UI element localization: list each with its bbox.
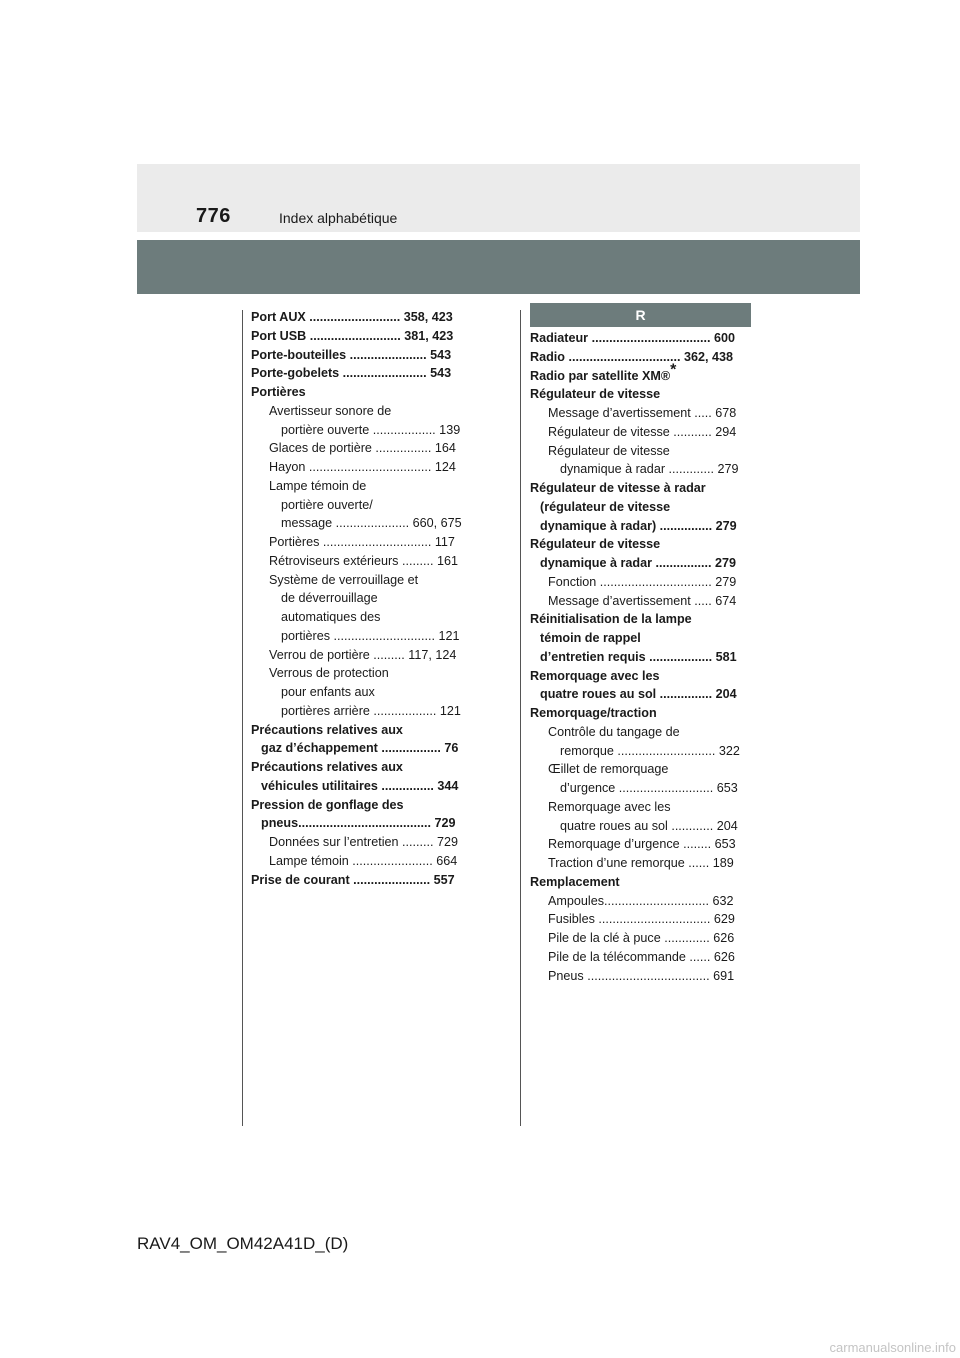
index-entry-text: Verrou de portière ......... 117, 124 xyxy=(269,647,457,662)
index-entry xyxy=(530,460,751,479)
index-entry xyxy=(530,629,751,648)
index-entry-text: dynamique à radar ................ 279 xyxy=(540,556,736,570)
index-entry xyxy=(251,308,473,327)
index-entry xyxy=(530,498,751,517)
index-entry-text: Remorquage/traction xyxy=(530,706,657,720)
index-entry-text: Prise de courant ...................... 557 xyxy=(251,872,455,887)
section-title: Index alphabétique xyxy=(279,210,398,226)
index-entry-text: Porte-bouteilles ...................... 543 xyxy=(251,347,452,362)
index-entry xyxy=(530,835,751,854)
index-entry-text: Portières ............................... 117 xyxy=(269,535,455,549)
index-entry-text: Régulateur de vitesse xyxy=(530,387,661,402)
index-entry xyxy=(530,648,751,667)
index-entry xyxy=(530,423,751,442)
index-entry-text: Remorquage avec les xyxy=(530,668,660,683)
index-entry-text: portières ............................. 121 xyxy=(281,628,460,643)
index-entry xyxy=(530,479,751,498)
index-entry-text: Précautions relatives aux xyxy=(251,722,403,737)
index-entry-text: pour enfants aux xyxy=(281,685,375,699)
index-entry-text: Radiateur .................................. 600 xyxy=(530,331,736,345)
index-entry-text: Radio par satellite XM® xyxy=(530,368,671,383)
index-entry-text: de déverrouillage xyxy=(281,591,378,606)
index-entry xyxy=(530,742,751,761)
index-entry xyxy=(251,777,473,796)
index-entry xyxy=(251,533,473,552)
index-entry xyxy=(530,892,751,911)
index-entry xyxy=(251,571,473,590)
index-entry-text: Glaces de portière ................ 164 xyxy=(269,441,456,456)
index-entry-text: quatre roues au sol ............ 204 xyxy=(560,818,738,833)
index-entry xyxy=(251,346,473,365)
index-entry-text: Message d’avertissement ..... 678 xyxy=(548,406,737,420)
index-entry-text: Régulateur de vitesse ........... 294 xyxy=(548,424,737,439)
footnote-asterisk: * xyxy=(670,360,677,378)
index-entry-text: quatre roues au sol ............... 204 xyxy=(540,687,737,702)
index-entry-text: Pile de la télécommande ...... 626 xyxy=(548,949,735,964)
index-entry xyxy=(530,348,751,367)
index-entry-text: Pneus ................................... 691 xyxy=(548,968,735,983)
index-entry xyxy=(530,385,751,404)
index-column-left xyxy=(251,308,473,889)
index-entry xyxy=(530,592,751,611)
index-entry xyxy=(530,517,751,536)
index-entry xyxy=(251,758,473,777)
index-entry-text: Rétroviseurs extérieurs ......... 161 xyxy=(269,553,458,568)
index-entry xyxy=(251,739,473,758)
index-entry-text: Porte-gobelets ........................ 543 xyxy=(251,366,452,381)
index-entry xyxy=(530,798,751,817)
index-entry-text: Fonction ................................ 279 xyxy=(548,574,737,589)
watermark[interactable]: carmanualsonline.info xyxy=(829,1340,956,1355)
index-entry xyxy=(251,552,473,571)
index-entry-text: Portières xyxy=(251,385,306,399)
index-entry-text: portière ouverte .................. 139 xyxy=(281,422,461,437)
index-entry xyxy=(530,704,751,723)
index-entry xyxy=(530,948,751,967)
index-entry-text: dynamique à radar) ............... 279 xyxy=(540,518,737,533)
index-entry-text: Port AUX .......................... 358, 423 xyxy=(251,310,453,324)
index-entry xyxy=(251,402,473,421)
index-entry xyxy=(530,854,751,873)
index-entry xyxy=(530,573,751,592)
index-entry xyxy=(530,360,751,386)
index-entry xyxy=(251,796,473,815)
index-entry-text: Œillet de remorquage xyxy=(548,762,669,777)
index-entry-text: Port USB .......................... 381, 423 xyxy=(251,328,454,343)
page-number: 776 xyxy=(196,205,231,227)
index-entry xyxy=(251,852,473,871)
index-entry xyxy=(530,667,751,686)
left-column-rule xyxy=(242,310,243,1126)
index-entry xyxy=(251,833,473,852)
index-entry-text: automatiques des xyxy=(281,610,381,624)
index-entry xyxy=(530,760,751,779)
index-entry xyxy=(251,646,473,665)
index-entry-text: Remorquage d’urgence ........ 653 xyxy=(548,837,736,852)
index-entry-text: Réinitialisation de la lampe xyxy=(530,612,692,627)
index-entry xyxy=(251,871,473,890)
index-entry xyxy=(530,929,751,948)
index-entry xyxy=(251,514,473,533)
index-entry-text: Régulateur de vitesse xyxy=(530,537,661,552)
index-entry-text: Radio ................................ 362, 438 xyxy=(530,349,733,364)
index-entry-text: Régulateur de vitesse xyxy=(548,443,670,458)
index-entry-text: Pression de gonflage des xyxy=(251,797,404,812)
index-entry xyxy=(251,702,473,721)
index-entry xyxy=(251,364,473,383)
index-entry-text: remorque ............................ 322 xyxy=(560,743,740,758)
index-entry-text: Remplacement xyxy=(530,874,620,889)
index-entry xyxy=(251,627,473,646)
index-entry-text: Régulateur de vitesse à radar xyxy=(530,481,706,495)
center-column-rule xyxy=(520,310,521,1126)
index-entry xyxy=(251,421,473,440)
index-entry-text: d’urgence ........................... 653 xyxy=(560,781,738,795)
index-entry xyxy=(251,608,473,627)
index-entry xyxy=(251,327,473,346)
index-entry xyxy=(251,383,473,402)
index-column-right xyxy=(530,303,751,985)
index-entry xyxy=(530,723,751,742)
index-entry-text: (régulateur de vitesse xyxy=(540,499,671,514)
index-entry xyxy=(251,814,473,833)
index-entry-text: portières arrière .................. 121 xyxy=(281,703,461,718)
index-entry xyxy=(530,967,751,986)
index-entry xyxy=(251,439,473,458)
document-code: RAV4_OM_OM42A41D_(D) xyxy=(137,1234,349,1253)
index-entry-text: Traction d’une remorque ...... 189 xyxy=(548,856,734,870)
index-entry-text: Remorquage avec les xyxy=(548,799,671,814)
index-entry xyxy=(530,873,751,892)
index-entry xyxy=(251,589,473,608)
index-entry-text: Lampe témoin ....................... 664 xyxy=(269,853,458,868)
index-entry-text: Fusibles ................................ 629 xyxy=(548,912,735,927)
index-entry-text: d’entretien requis .................. 581 xyxy=(540,649,737,664)
index-entry xyxy=(530,535,751,554)
index-entry xyxy=(251,496,473,515)
index-entry-text: Données sur l’entretien ......... 729 xyxy=(269,835,459,849)
index-entry-text: dynamique à radar ............. 279 xyxy=(560,462,739,477)
index-entry-text: Ampoules.............................. 632 xyxy=(548,893,734,908)
index-entry-text: message ..................... 660, 675 xyxy=(281,516,462,531)
header-dark-band xyxy=(137,240,860,294)
index-entry-text: Contrôle du tangage de xyxy=(548,724,680,739)
index-entry-text: Précautions relatives aux xyxy=(251,760,403,774)
index-entry xyxy=(251,721,473,740)
index-entry xyxy=(251,664,473,683)
index-entry-text: témoin de rappel xyxy=(540,631,641,645)
index-entry xyxy=(530,610,751,629)
index-entry-text: gaz d’échappement ................. 76 xyxy=(261,741,459,756)
index-entry xyxy=(251,683,473,702)
index-entry-text: Verrous de protection xyxy=(269,666,389,681)
index-entry xyxy=(530,442,751,461)
index-entry xyxy=(530,329,751,348)
index-entry-text: Système de verrouillage et xyxy=(269,572,419,587)
index-entry-text: Message d’avertissement ..... 674 xyxy=(548,593,737,608)
index-entry xyxy=(530,404,751,423)
index-entry xyxy=(251,458,473,477)
section-letter-tab: R xyxy=(530,303,751,327)
header-band xyxy=(137,164,860,232)
index-entry-text: portière ouverte/ xyxy=(281,497,373,512)
index-entry xyxy=(530,554,751,573)
index-entry-text: Hayon ................................... 124 xyxy=(269,460,456,474)
index-entry xyxy=(530,817,751,836)
index-entry xyxy=(530,685,751,704)
index-entry xyxy=(530,910,751,929)
index-entry xyxy=(530,779,751,798)
index-entry-text: pneus...................................... 729 xyxy=(261,816,456,831)
index-entry-text: Pile de la clé à puce ............. 626 xyxy=(548,931,735,945)
index-entry xyxy=(251,477,473,496)
index-entry-text: Avertisseur sonore de xyxy=(269,403,392,418)
index-entry-text: véhicules utilitaires ............... 344 xyxy=(261,778,459,793)
index-entry-text: Lampe témoin de xyxy=(269,478,367,493)
